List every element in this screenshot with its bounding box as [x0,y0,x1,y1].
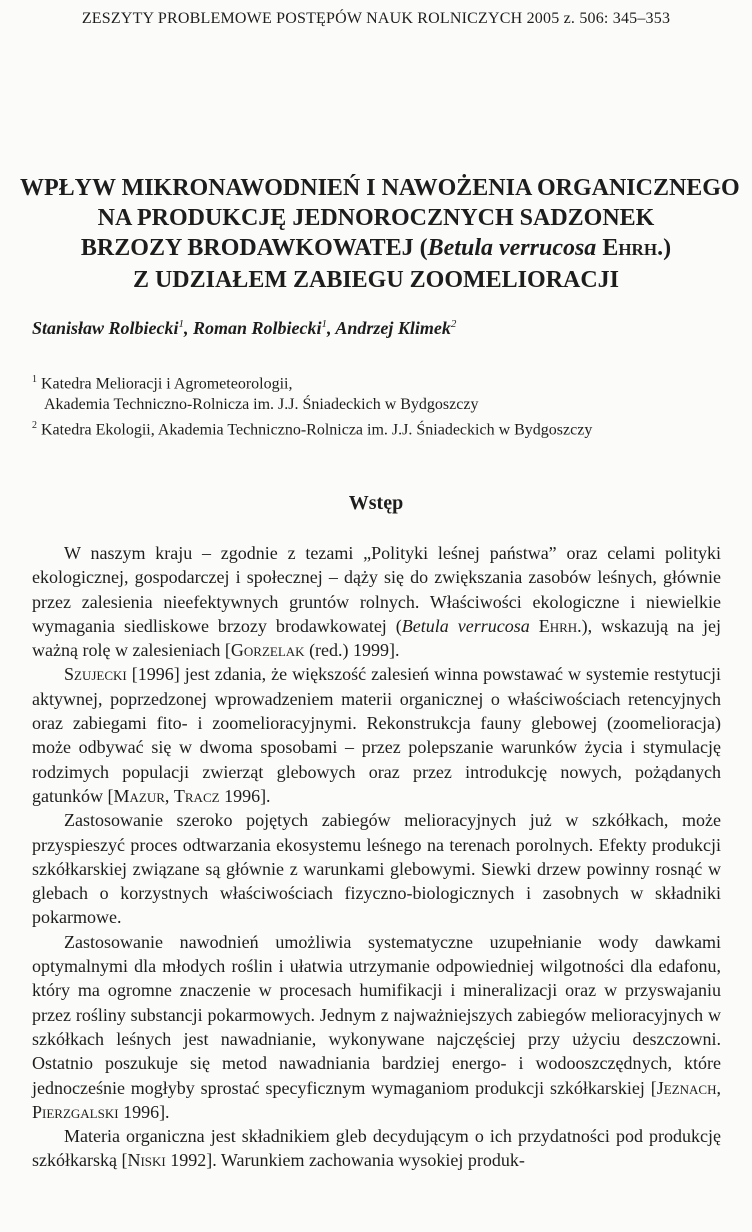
paragraph-5 [32,1124,721,1173]
paragraph-4-text-1: Zastosowanie nawodnień umożliwia systematyczne uzupełnianie wody dawkami optymalnymi dla młodych roślin i ułatwia utrzymanie odpowiedniej wilgotności dla edafonu, który ma ogromne znaczenie w procesach humifikacji i mineralizacji oraz w przyswajaniu przez rośliny substancji pokarmowych. Jednym z najważniejszych zabiegów melioracyjnych w szkółkach leśnych jest nawadnianie, wykonywane najczęściej przy użyciu deszczowni. Ostatnio poszukuje się metod nawadniania bardziej energo- i wodooszczędnych, które jednocześnie mogłyby sprostać specyficznym wymaganiom produkcji szkółkarskiej [ [32,931,721,1098]
body-text [32,541,721,1173]
title-line-3 [20,233,732,265]
author-1-affil: 1 [178,318,185,330]
paragraph-1 [32,541,721,662]
paragraph-2 [32,662,721,808]
citation-mazur: Mazur [113,785,165,806]
species-author: Ehrh. [529,615,582,636]
paragraph-5-text-2: 1992]. Warunkiem zachowania wysokiej produk- [165,1150,525,1171]
affiliation-2-text: Katedra Ekologii, Akademia Techniczno-Rolnicza im. J.J. Śniadeckich w Bydgoszczy [41,421,593,439]
citation-pierzgalski: Pierzgalski [32,1101,119,1122]
affiliations [32,369,732,441]
paragraph-4 [32,930,721,1124]
author-2-affil: 1 [321,318,328,330]
author-1: Stanisław Rolbiecki [32,318,179,338]
paragraph-1-text-2: ), wskazują na jej ważną rolę w zalesieniach [ [32,615,722,661]
affiliation-2 [32,415,732,440]
title-line-1: WPŁYW MIKRONAWODNIEŃ I NAWOŻENIA ORGANICZNEGO [20,175,740,201]
paragraph-5-text-1: Materia organiczna jest składnikiem gleb decydującym o ich przydatności pod produkcję szkółkarską [ [32,1126,721,1171]
paragraph-1-text-1: W naszym kraju – zgodnie z tezami „Polityki leśnej państwa” oraz celami polityki ekologicznej, gospodarczej i społecznej – dąży się do zwiększania zasobów leśnych, głównie przez zalesienia nieefektywnych gruntów rolnych. Właściwości ekologiczne i niewielkie wymagania siedliskowe brzozy brodawkowatej ( [32,543,721,636]
author-2: Roman Rolbiecki [193,318,322,338]
affiliation-2-number: 2 [32,420,37,432]
title-line-3-text: BRZOZY BRODAWKOWATEJ ( [80,235,428,261]
paragraph-3: Zastosowanie szeroko pojętych zabiegów melioracyjnych już w szkółkach, może przyspieszyć proces odtwarzania ekosystemu leśnego na terenach porolnych. Efekty produkcji szkółkarskiej związane są głównie z warunkami glebowymi. Siewki drzew powinny rosnąć w glebach o korzystnych właściwościach fizyczno-biologicznych i zasobnych w składniki pokarmowe. [32,810,721,928]
author-3: Andrzej Klimek [335,318,451,338]
citation-szujecki: Szujecki [64,664,127,685]
title-author-initial: E [596,235,619,261]
affiliation-1-line-1: Katedra Melioracji i Agrometeorologii, [41,375,293,393]
title-author-rest: HRH [618,240,658,259]
citation-niski: Niski [127,1150,166,1171]
species-name: Betula verrucosa [401,615,530,636]
affiliation-1-number: 1 [32,374,37,385]
citation-jeznach: Jeznach [656,1077,717,1098]
title-line-4: Z UDZIAŁEM ZABIEGU ZOOMELIORACJI [132,267,620,293]
paragraph-2-text-2: , [164,785,174,806]
affiliation-1-line-2: Akademia Techniczno-Rolnicza im. J.J. Śniadeckich w Bydgoszczy [44,396,479,414]
paragraph-4-text-3: 1996]. [118,1101,170,1122]
affiliation-1 [32,369,732,394]
title-line-2: NA PRODUKCJĘ JEDNOROCZNYCH SADZONEK [97,205,655,231]
citation-gorzelak: Gorzelak [230,640,305,661]
citation-tracz: Tracz [173,785,220,806]
author-list: Stanisław Rolbiecki$^1$, Roman Rolbiecki$^1$, Andrzej Klimek$^2$ [32,318,457,338]
paragraph-2-text-3: 1996]. [219,785,271,806]
paragraph-1-text-3: (red.) 1999]. [304,640,400,661]
paragraph-4-text-2: , [716,1077,721,1098]
section-heading: Wstęp [348,492,404,514]
journal-header: ZESZYTY PROBLEMOWE POSTĘPÓW NAUK ROLNICZYCH 2005 z. 506: 345–353 [81,10,671,27]
author-3-affil: 2 [450,318,457,330]
paragraph-2-text-1: [1996] jest zdania, że większość zalesień winna powstawać w systemie restytucji aktywnej, poprzedzonej wprowadzeniem materii organicznej o właściwościach retencyjnych oraz zabiegami fito- i zoomelioracyjnymi. Rekonstrukcja fauny glebowej (zoomelioracja) może odbywać się w dwoma sposobami – przez polepszanie warunków życia i stymulację rodzimych populacji zwierząt glebowych oraz przez introdukcję nowych, pożądanych gatunków [ [32,664,721,806]
title-closing: .) [657,235,672,261]
paper-title [20,173,740,295]
title-species-name: Betula verrucosa [427,235,597,261]
